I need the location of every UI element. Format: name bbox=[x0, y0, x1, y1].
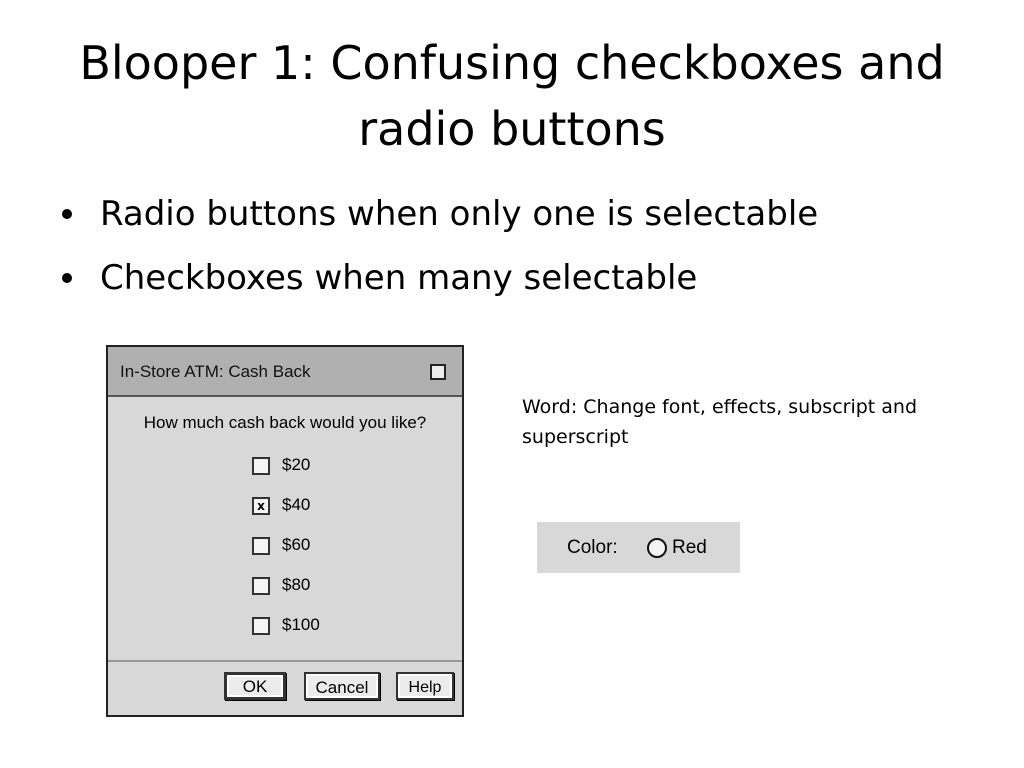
checkbox-icon[interactable] bbox=[252, 617, 270, 635]
bullet-dot-icon bbox=[62, 209, 72, 219]
word-caption: Word: Change font, effects, subscript and superscript bbox=[522, 396, 918, 448]
color-panel bbox=[537, 522, 740, 573]
option-label: $60 bbox=[282, 535, 311, 554]
radio-label-red: Red bbox=[672, 537, 707, 558]
bullet-text: Radio buttons when only one is selectable bbox=[100, 194, 819, 234]
atm-dialog bbox=[106, 345, 464, 717]
dialog-titlebar bbox=[108, 347, 462, 397]
bullet-dot-icon bbox=[62, 273, 72, 283]
checkbox-icon[interactable] bbox=[252, 577, 270, 595]
radio-button-icon[interactable] bbox=[647, 538, 667, 558]
dialog-footer bbox=[108, 660, 462, 715]
bullet-item bbox=[58, 252, 818, 316]
color-label: Color: bbox=[567, 537, 618, 558]
ok-button[interactable]: OK bbox=[224, 672, 286, 700]
checkbox-checked-icon[interactable]: x bbox=[252, 497, 270, 515]
bullet-list bbox=[58, 188, 818, 316]
option-label: $80 bbox=[282, 575, 311, 594]
dialog-question: How much cash back would you like? bbox=[143, 413, 427, 432]
dialog-title: In-Store ATM: Cash Back bbox=[120, 362, 311, 381]
option-label: $40 bbox=[282, 495, 311, 514]
cancel-button[interactable]: Cancel bbox=[304, 672, 380, 700]
bullet-text: Checkboxes when many selectable bbox=[100, 258, 698, 298]
option-label: $20 bbox=[282, 455, 311, 474]
checkbox-icon[interactable] bbox=[252, 457, 270, 475]
slide-title: Blooper 1: Confusing checkboxes and radio buttons bbox=[79, 36, 945, 156]
help-button[interactable]: Help bbox=[396, 672, 454, 700]
window-close-box-icon[interactable] bbox=[430, 364, 446, 380]
checkbox-icon[interactable] bbox=[252, 537, 270, 555]
bullet-item bbox=[58, 188, 818, 252]
option-label: $100 bbox=[282, 615, 320, 634]
